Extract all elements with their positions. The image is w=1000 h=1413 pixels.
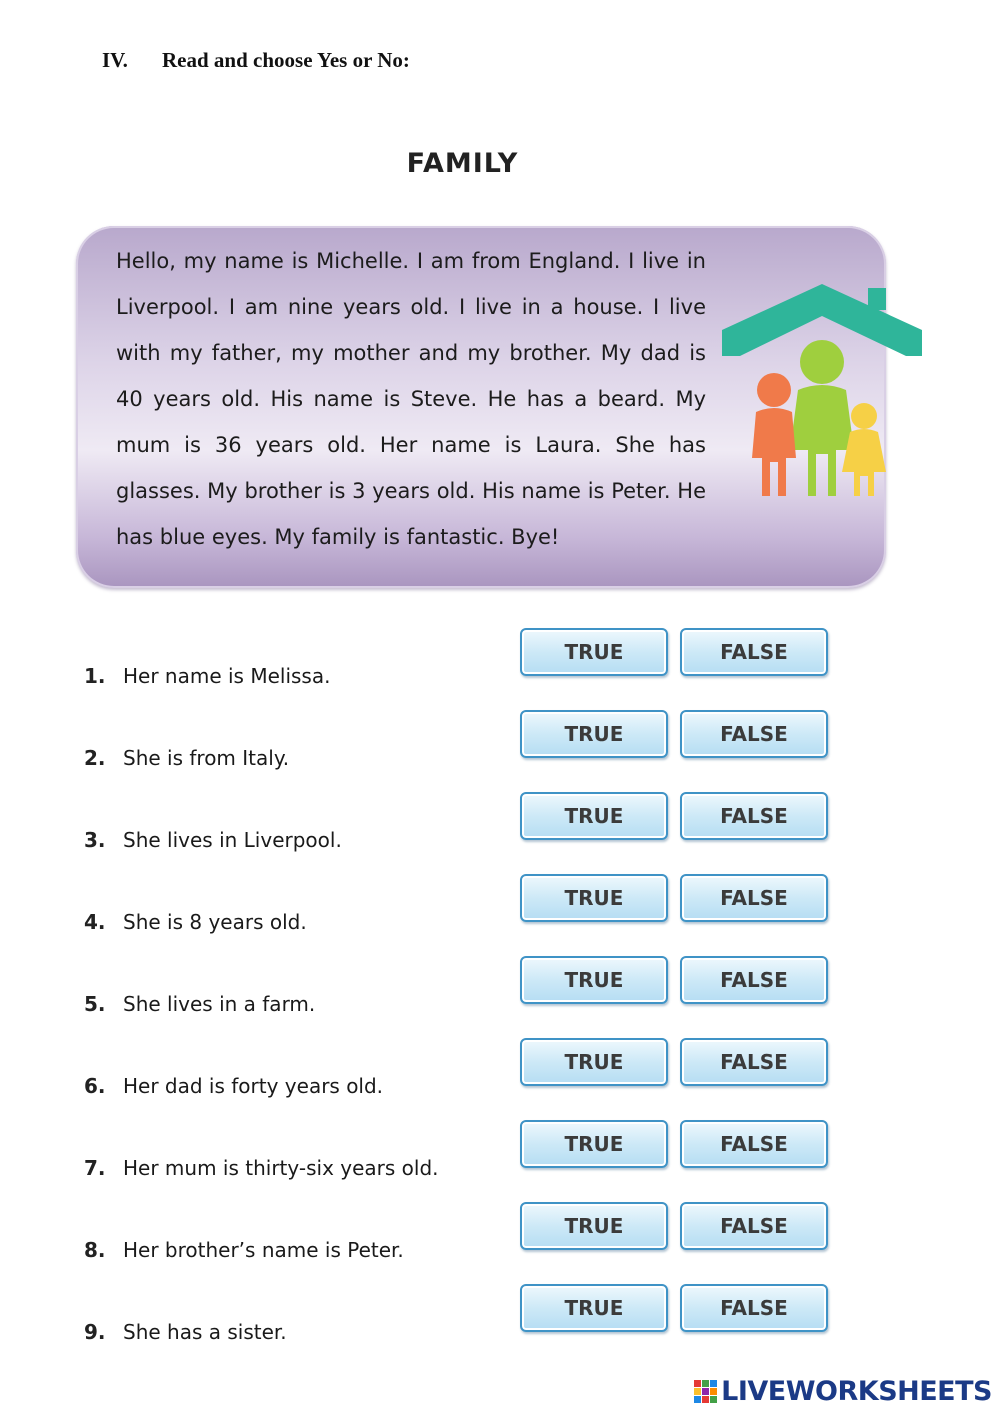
question-text: She is from Italy. [123, 746, 290, 770]
question-number: 4. [84, 910, 106, 934]
logo-text: LIVEWORKSHEETS [721, 1376, 992, 1407]
true-button[interactable]: TRUE [520, 1120, 668, 1168]
question-row [84, 874, 844, 934]
question-row [84, 1202, 844, 1262]
question-row [84, 1284, 844, 1344]
true-button[interactable]: TRUE [520, 628, 668, 676]
true-button[interactable]: TRUE [520, 1284, 668, 1332]
liveworksheets-logo[interactable] [693, 1376, 992, 1407]
family-house-icon [718, 282, 926, 504]
question-row [84, 628, 844, 688]
question-number: 3. [84, 828, 106, 852]
reading-passage: Hello, my name is Michelle. I am from England. I live in Liverpool. I am nine years old. I live in a house. I live with my father, my mother and my brother. My dad is 40 years old. His name is Steve. He has a beard. My mum is 36 years old. Her name is Laura. She has glasses. My brother is 3 years old. His name is Peter. He has blue eyes. My family is fantastic. Bye! [116, 249, 706, 549]
question-number: 6. [84, 1074, 106, 1098]
question-row [84, 1120, 844, 1180]
question-text: She lives in a farm. [123, 992, 316, 1016]
section-instruction: Read and choose Yes or No: [162, 48, 410, 72]
false-button[interactable]: FALSE [680, 710, 828, 758]
question-text: She is 8 years old. [123, 910, 307, 934]
true-button[interactable]: TRUE [520, 956, 668, 1004]
question-text: Her dad is forty years old. [123, 1074, 384, 1098]
false-button[interactable]: FALSE [680, 628, 828, 676]
question-row [84, 710, 844, 770]
false-button[interactable]: FALSE [680, 1284, 828, 1332]
question-text: She lives in Liverpool. [123, 828, 342, 852]
question-row [84, 792, 844, 852]
question-text: She has a sister. [123, 1320, 287, 1344]
liveworksheets-logo-icon [693, 1378, 719, 1406]
true-button[interactable]: TRUE [520, 874, 668, 922]
false-button[interactable]: FALSE [680, 792, 828, 840]
false-button[interactable]: FALSE [680, 956, 828, 1004]
reading-title: FAMILY [406, 148, 519, 179]
question-row [84, 1038, 844, 1098]
true-button[interactable]: TRUE [520, 710, 668, 758]
section-heading [102, 48, 410, 73]
question-number: 9. [84, 1320, 106, 1344]
question-text: Her mum is thirty-six years old. [123, 1156, 439, 1180]
false-button[interactable]: FALSE [680, 874, 828, 922]
question-number: 8. [84, 1238, 106, 1262]
true-button[interactable]: TRUE [520, 792, 668, 840]
false-button[interactable]: FALSE [680, 1038, 828, 1086]
question-number: 5. [84, 992, 106, 1016]
question-number: 2. [84, 746, 106, 770]
true-button[interactable]: TRUE [520, 1202, 668, 1250]
question-number: 7. [84, 1156, 106, 1180]
section-number: IV. [102, 48, 128, 72]
question-text: Her name is Melissa. [123, 664, 331, 688]
false-button[interactable]: FALSE [680, 1120, 828, 1168]
question-number: 1. [84, 664, 106, 688]
true-button[interactable]: TRUE [520, 1038, 668, 1086]
question-row [84, 956, 844, 1016]
question-text: Her brother’s name is Peter. [123, 1238, 404, 1262]
false-button[interactable]: FALSE [680, 1202, 828, 1250]
